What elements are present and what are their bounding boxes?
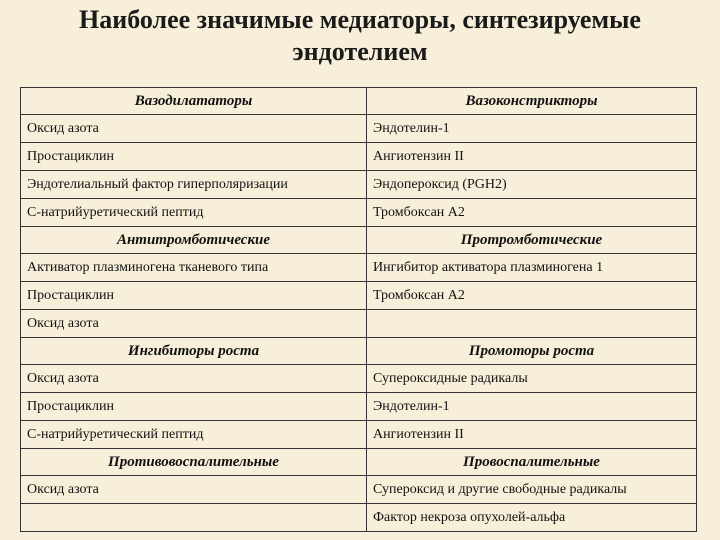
table-row <box>21 199 697 227</box>
table-cell-right: Фактор некроза опухолей-альфа <box>367 504 697 532</box>
table-cell-right: Эндопероксид (PGH2) <box>367 171 697 199</box>
table-cell-right <box>367 310 697 338</box>
table-row <box>21 254 697 282</box>
table-row <box>21 310 697 338</box>
section-header-left: Противовоспалительные <box>21 449 367 476</box>
table-cell-right: Супероксидные радикалы <box>367 365 697 393</box>
section-header-row <box>21 88 697 115</box>
table-cell-right: Ангиотензин II <box>367 143 697 171</box>
table-row <box>21 393 697 421</box>
table-cell-right: Ангиотензин II <box>367 421 697 449</box>
table-cell-left <box>21 504 367 532</box>
section-header-row <box>21 227 697 254</box>
table-cell-left: С-натрийуретический пептид <box>21 199 367 227</box>
section-header-left: Антитромботические <box>21 227 367 254</box>
table-cell-right: Тромбоксан А2 <box>367 199 697 227</box>
table-row <box>21 282 697 310</box>
table-row <box>21 143 697 171</box>
table-row <box>21 365 697 393</box>
title-line-1: Наиболее значимые медиаторы, синтезируемые <box>79 5 641 34</box>
mediators-table <box>20 87 697 532</box>
page-title <box>0 4 720 68</box>
table-cell-left: Активатор плазминогена тканевого типа <box>21 254 367 282</box>
table-cell-left: Простациклин <box>21 282 367 310</box>
section-header-left: Ингибиторы роста <box>21 338 367 365</box>
table-row <box>21 115 697 143</box>
table-cell-left: Оксид азота <box>21 476 367 504</box>
table-cell-left: Оксид азота <box>21 310 367 338</box>
title-line-2: эндотелием <box>292 37 428 66</box>
table-row <box>21 171 697 199</box>
section-header-right: Провоспалительные <box>367 449 697 476</box>
table-row <box>21 504 697 532</box>
section-header-left: Вазодилататоры <box>21 88 367 115</box>
section-header-right: Промоторы роста <box>367 338 697 365</box>
table-cell-left: Эндотелиальный фактор гиперполяризации <box>21 171 367 199</box>
table-cell-left: Оксид азота <box>21 115 367 143</box>
table-row <box>21 421 697 449</box>
table-cell-left: Простациклин <box>21 393 367 421</box>
table-cell-left: С-натрийуретический пептид <box>21 421 367 449</box>
table-cell-right: Эндотелин-1 <box>367 393 697 421</box>
table-cell-right: Ингибитор активатора плазминогена 1 <box>367 254 697 282</box>
section-header-right: Вазоконстрикторы <box>367 88 697 115</box>
section-header-row <box>21 338 697 365</box>
section-header-row <box>21 449 697 476</box>
section-header-right: Протромботические <box>367 227 697 254</box>
table-cell-left: Простациклин <box>21 143 367 171</box>
table-cell-left: Оксид азота <box>21 365 367 393</box>
table-cell-right: Эндотелин-1 <box>367 115 697 143</box>
table-row <box>21 476 697 504</box>
table-cell-right: Тромбоксан А2 <box>367 282 697 310</box>
table-cell-right: Супероксид и другие свободные радикалы <box>367 476 697 504</box>
